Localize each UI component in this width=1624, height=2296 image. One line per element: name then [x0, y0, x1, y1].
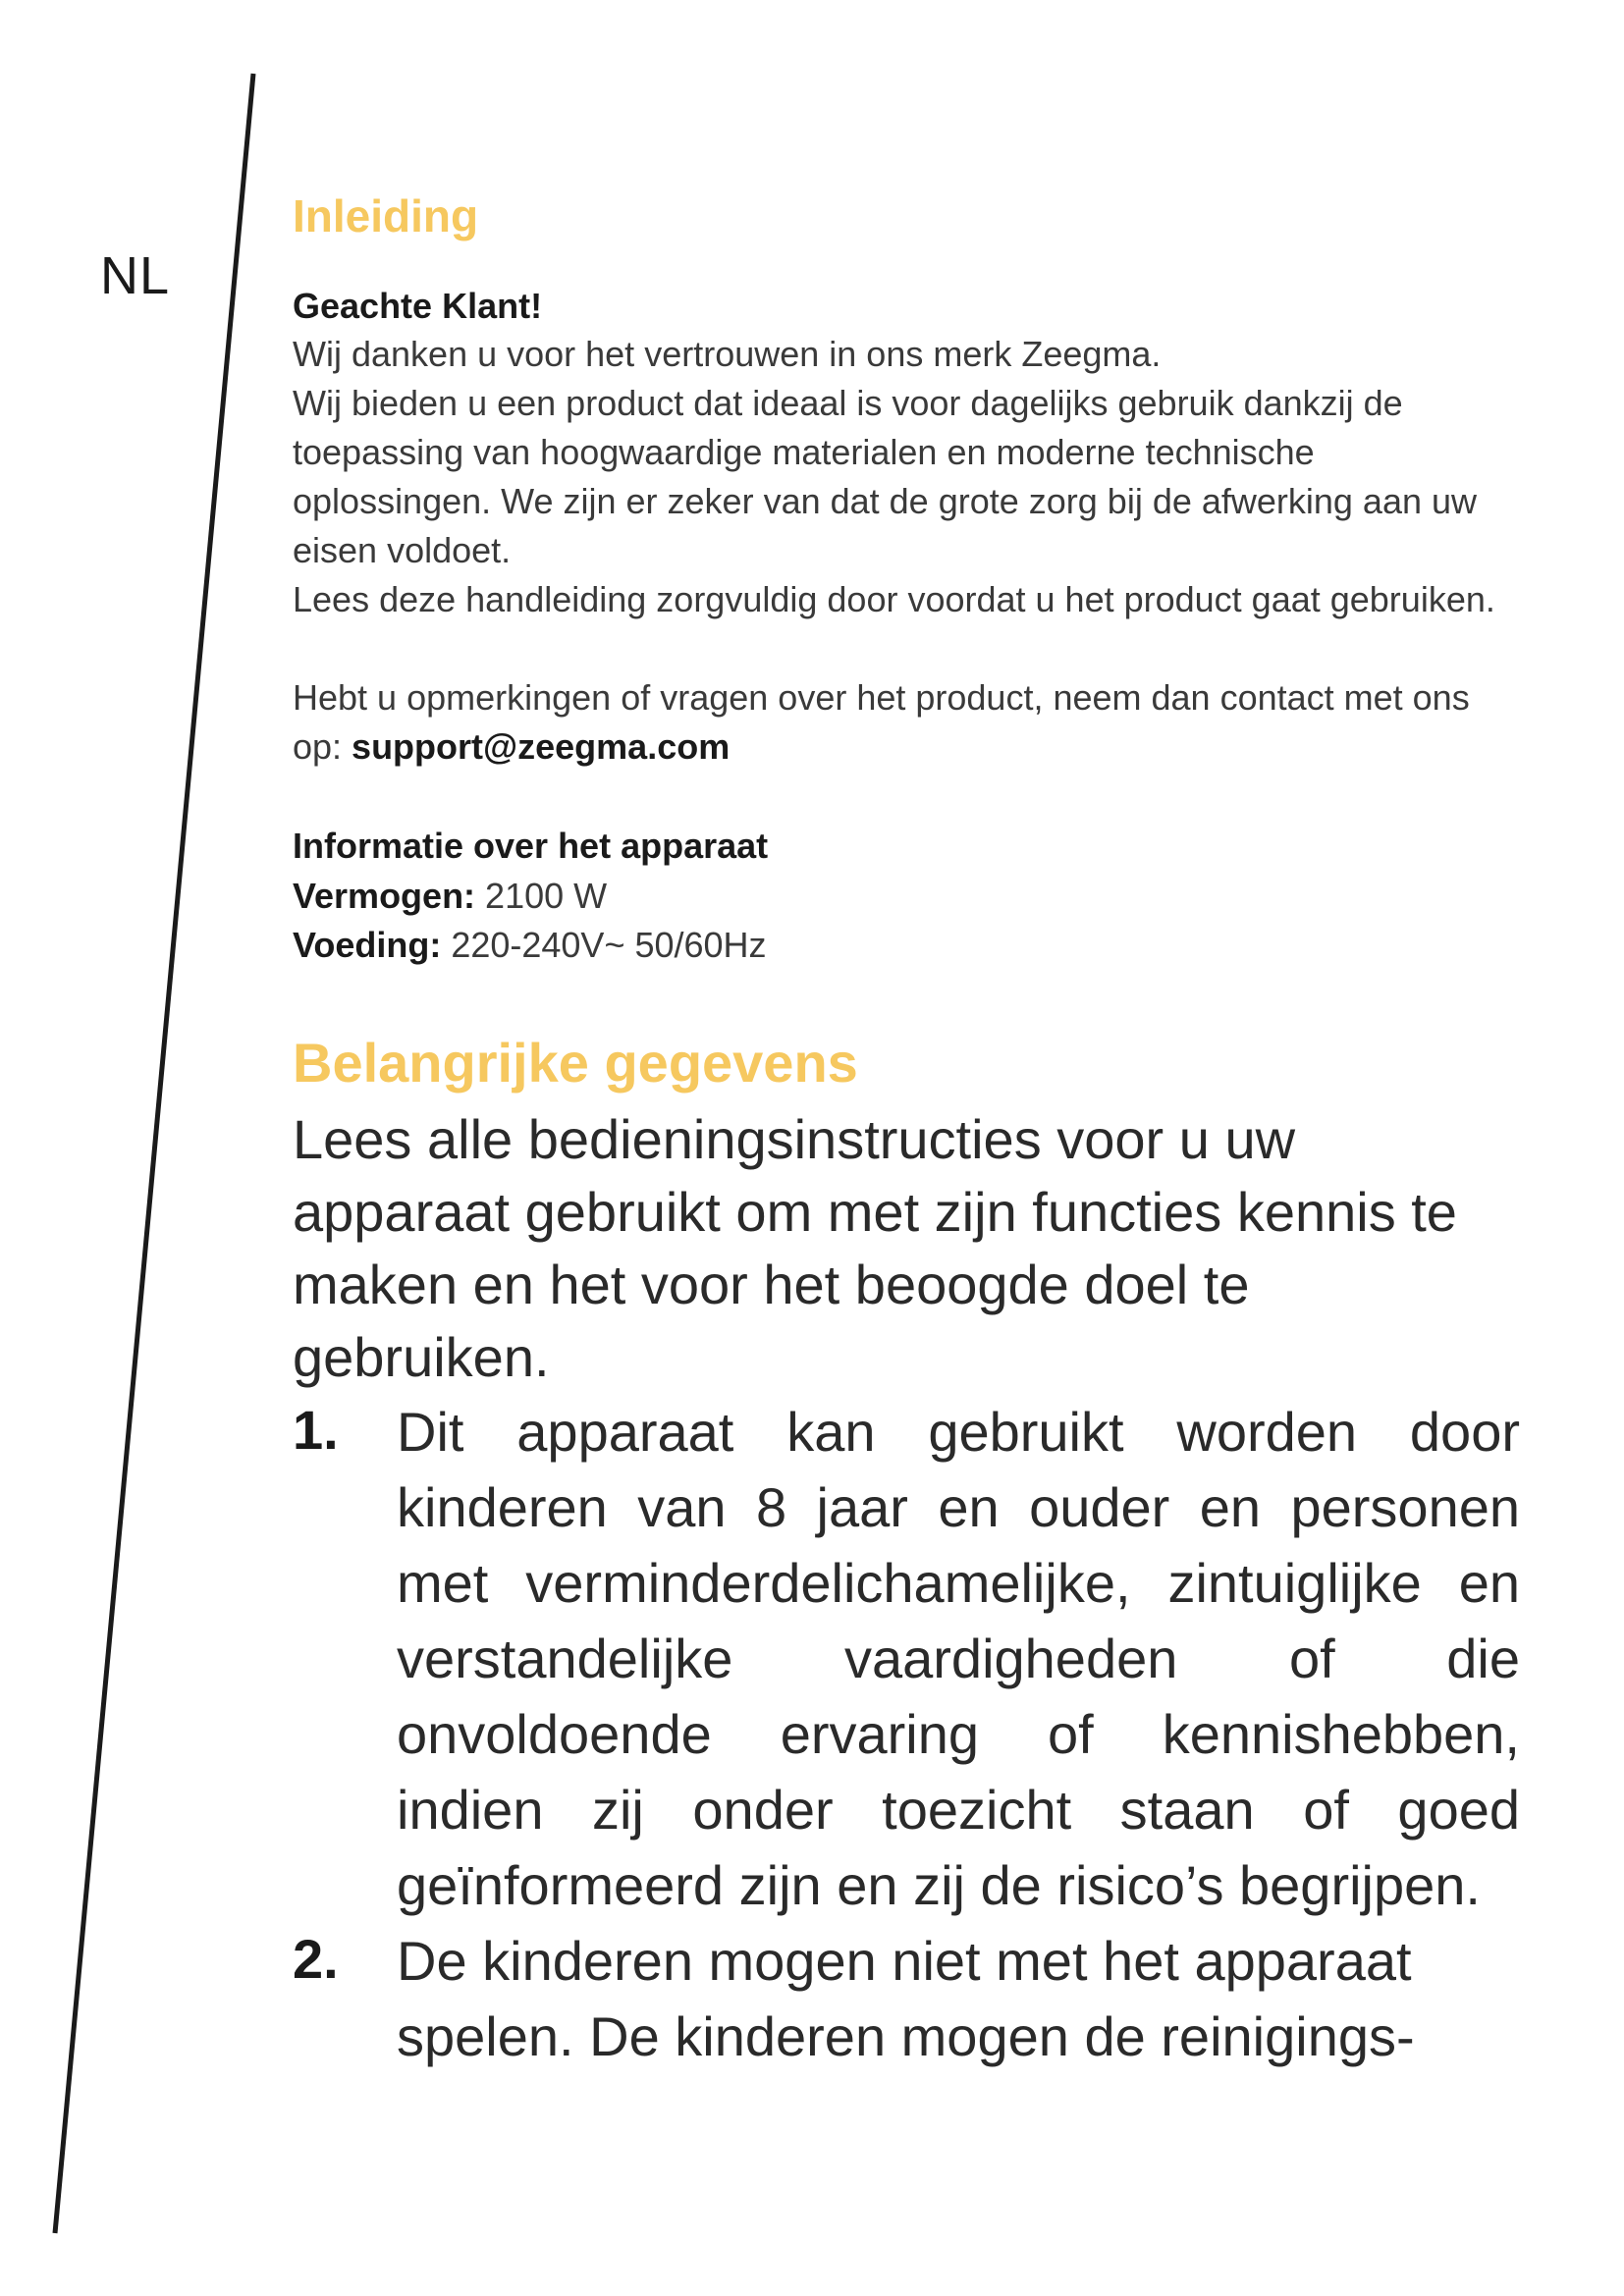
support-email-link[interactable]: support@zeegma.com — [352, 726, 731, 767]
list-item — [293, 1923, 1520, 2074]
intro-line-product: Wij bieden u een product dat ideaal is voor dagelijks gebruik dankzij de toepassing van hoogwaardige materialen en moderne technische oplossingen. We zijn er zeker van dat de grote zorg bij de afwerking aan uw eisen voldoet. — [293, 383, 1478, 570]
device-info-heading: Informatie over het apparaat — [293, 826, 769, 866]
greeting: Geachte Klant! — [293, 286, 543, 326]
power-row — [293, 872, 1520, 921]
intro-line-manual: Lees deze handleiding zorgvuldig door voordat u het product gaat gebruiken. — [293, 579, 1495, 619]
contact-prefix: Hebt u opmerkingen of vragen over het product, neem dan contact met ons op: — [293, 677, 1470, 767]
list-item-number: 1. — [293, 1399, 339, 1461]
important-lead: Lees alle bedieningsinstructies voor u uw apparaat gebruikt om met zijn functies kennis te maken en het voor het beoogde doel te gebruiken. — [293, 1108, 1457, 1388]
section-title-important: Belangrijke gegevens — [293, 1032, 858, 1094]
intro-line-thanks: Wij danken u voor het vertrouwen in ons merk Zeegma. — [293, 334, 1162, 374]
supply-row — [293, 921, 1520, 970]
power-value: 2100 W — [475, 876, 608, 916]
list-item-number: 2. — [293, 1928, 339, 1990]
list-item-text: Dit apparaat kan gebruikt worden door kinderen van 8 jaar en ouder en personen met verminderdelichamelijke, zintuiglijke en verstandelijke vaardigheden of die onvoldoende ervaring of kennishebben, indien zij onder toezicht staan of goed geïnformeerd zijn en zij de risico’s begrijpen. — [397, 1401, 1520, 1916]
language-tag: NL — [100, 246, 171, 305]
section-title-intro: Inleiding — [293, 190, 479, 241]
power-label: Vermogen: — [293, 876, 476, 916]
supply-value: 220-240V~ 50/60Hz — [441, 925, 767, 965]
document-content — [293, 187, 1520, 2074]
list-item-text: De kinderen mogen niet met het apparaat spelen. De kinderen mogen de reinigings- — [397, 1930, 1415, 2067]
contact-paragraph — [293, 673, 1520, 772]
list-item — [293, 1394, 1520, 1923]
supply-label: Voeding: — [293, 925, 442, 965]
